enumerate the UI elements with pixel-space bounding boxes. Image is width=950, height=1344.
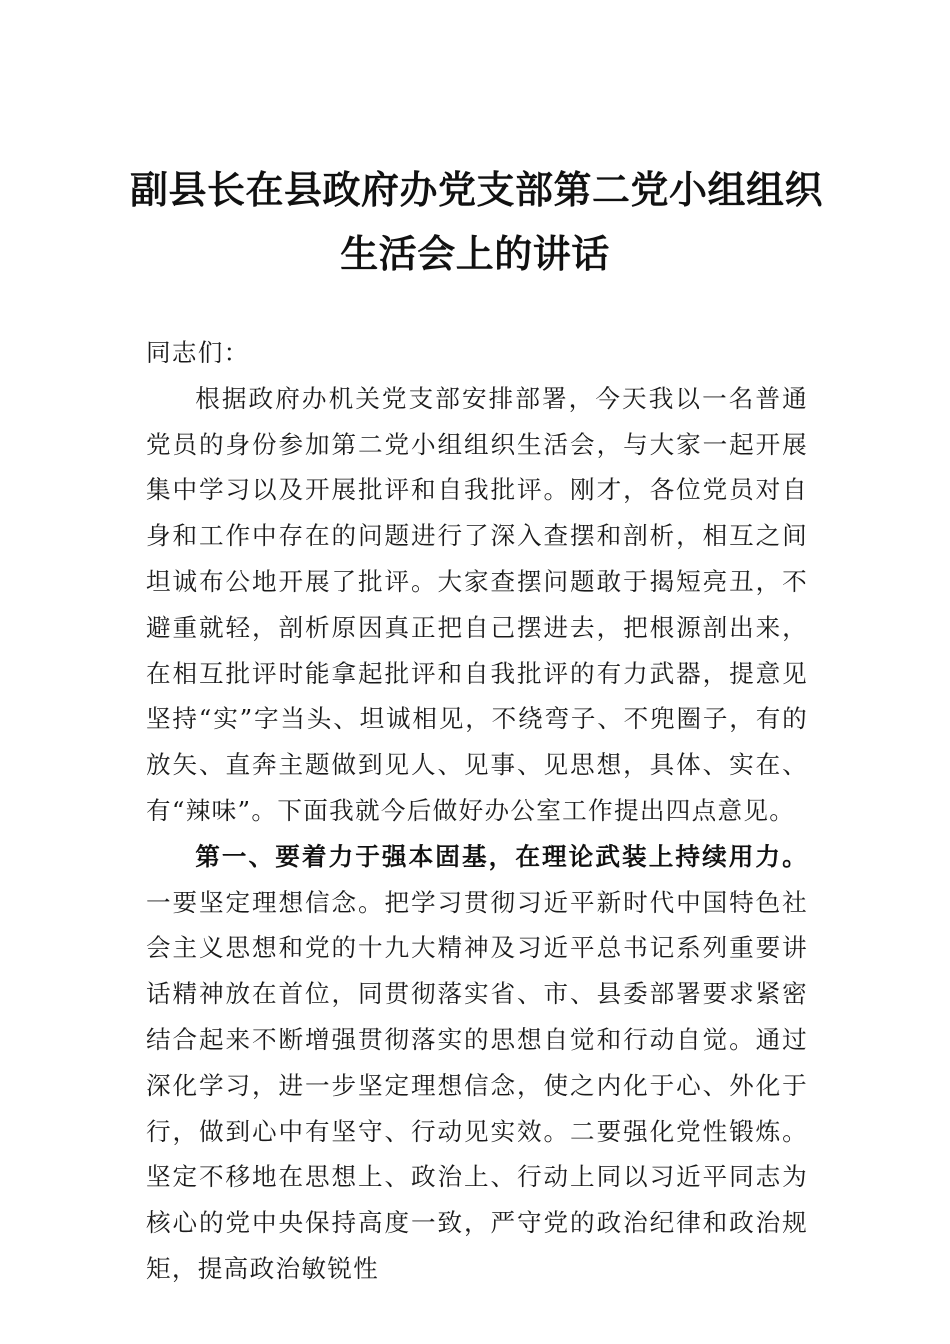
point-one-heading: 第一、要着力于强本固基，在理论武装上持续用力。 [195, 841, 808, 871]
title-line-1: 副县长在县政府办党支部第二党小组组织 [130, 167, 824, 212]
document-title [130, 158, 824, 286]
title-line-2: 生活会上的讲话 [340, 231, 610, 276]
salutation: 同志们： [146, 338, 250, 367]
paragraph-point-one [146, 834, 808, 1292]
point-one-body: 一要坚定理想信念。把学习贯彻习近平新时代中国特色社会主义思想和党的十九大精神及习近平总书记系列重要讲话精神放在首位，同贯彻落实省、市、县委部署要求紧密结合起来不断增强贯彻落实的思想自觉和行动自觉。通过深化学习，进一步坚定理想信念，使之内化于心、外化于行，做到心中有坚守、行动见实效。二要强化党性锻炼。坚定不移地在思想上、政治上、行动上同以习近平同志为核心的党中央保持高度一致，严守党的政治纪律和政治规矩，提高政治敏锐性 [146, 887, 808, 1283]
document-body [146, 330, 808, 1292]
paragraph-intro: 根据政府办机关党支部安排部署，今天我以一名普通党员的身份参加第二党小组组织生活会，与大家一起开展集中学习以及开展批评和自我批评。刚才，各位党员对自身和工作中存在的问题进行了深入查摆和剖析，相互之间坦诚布公地开展了批评。大家查摆问题敢于揭短亮丑，不避重就轻，剖析原因真正把自己摆进去，把根源剖出来，在相互批评时能拿起批评和自我批评的有力武器，提意见坚持“实”字当头、坦诚相见，不绕弯子、不兜圈子，有的放矢、直奔主题做到见人、见事、见思想，具体、实在、有“辣味”。下面我就今后做好办公室工作提出四点意见。 [146, 383, 808, 825]
